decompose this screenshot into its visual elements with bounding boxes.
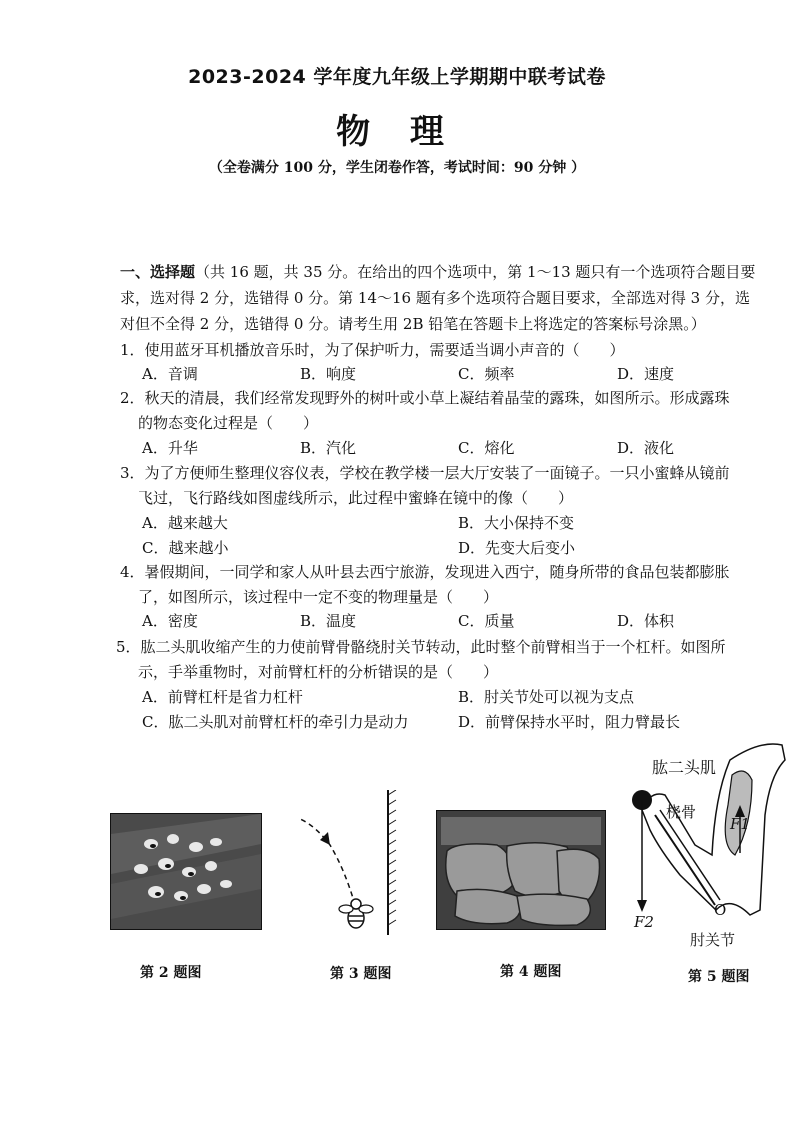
subject-title: 物 理: [336, 112, 458, 152]
figure-2-caption: 第 2 题图: [140, 965, 202, 981]
q1-option-d: D．速度: [617, 365, 675, 383]
figure-4-caption: 第 4 题图: [500, 964, 562, 980]
q3-option-b: B．大小保持不变: [458, 514, 575, 532]
q1-stem: 1．使用蓝牙耳机播放音乐时，为了保护听力，需要适当调小声音的（ ）: [120, 341, 625, 359]
exam-title: 2023-2024 学年度九年级上学期期中联考试卷: [188, 66, 606, 88]
figure-5-caption: 第 5 题图: [688, 969, 750, 985]
q2-option-a: A．升华: [142, 439, 198, 457]
q4-option-d: D．体积: [617, 612, 675, 630]
q2-option-b: B．汽化: [300, 439, 357, 457]
figure-3-bee-mirror: [290, 790, 410, 935]
q3-option-c: C．越来越小: [142, 539, 229, 557]
q4-option-a: A．密度: [142, 612, 198, 630]
arm-label-bone: 桡骨: [666, 803, 697, 821]
section-intro-text1: （共 16 题，共 35 分。在给出的四个选项中，第 1～13 题只有一个选项符合题目要: [195, 263, 756, 281]
q4-stem-line2: 了，如图所示，该过程中一定不变的物理量是（ ）: [138, 588, 499, 606]
q3-stem-line2: 飞过，飞行路线如图虚线所示，此过程中蜜蜂在镜中的像（ ）: [138, 489, 574, 507]
q2-stem-line1: 2．秋天的清晨，我们经常发现野外的树叶或小草上凝结着晶莹的露珠，如图所示。形成露珠: [120, 389, 730, 407]
q5-option-b: B．肘关节处可以视为支点: [458, 688, 635, 706]
figure-4-package-photo: [436, 810, 606, 930]
package-image: [437, 811, 605, 929]
q2-option-d: D．液化: [617, 439, 675, 457]
arm-label-f2: F2: [634, 913, 654, 931]
q3-option-d: D．先变大后变小: [458, 539, 576, 557]
section-intro-line3: 对但不全得 2 分，选错得 0 分。请考生用 2B 铅笔在答题卡上将选定的答案标号涂黑。）: [120, 315, 706, 333]
figure-5-arm-lever: [620, 735, 790, 950]
q2-stem-line2: 的物态变化过程是（ ）: [138, 414, 319, 432]
q5-option-c: C．肱二头肌对前臂杠杆的牵引力是动力: [142, 713, 409, 731]
q3-stem-line1: 3．为了方便师生整理仪容仪表，学校在教学楼一层大厅安装了一面镜子。一只小蜜蜂从镜前: [120, 464, 730, 482]
q5-stem-line2: 示，手举重物时，对前臂杠杆的分析错误的是（ ）: [138, 663, 499, 681]
q4-option-c: C．质量: [458, 612, 515, 630]
dew-drops-image: [111, 814, 261, 929]
q4-stem-line1: 4．暑假期间，一同学和家人从叶县去西宁旅游，发现进入西宁，随身所带的食品包装都膨胀: [120, 563, 730, 581]
q1-option-c: C．频率: [458, 365, 515, 383]
section-intro-line1: [120, 261, 755, 282]
q2-option-c: C．熔化: [458, 439, 515, 457]
q1-option-a: A．音调: [142, 365, 198, 383]
exam-note: （全卷满分 100 分，学生闭卷作答，考试时间：90 分钟 ）: [208, 160, 586, 176]
arm-label-f1: F1: [730, 815, 750, 833]
figure-2-dew-photo: [110, 813, 262, 930]
bee-icon: [339, 899, 373, 928]
section-heading: 一、选择题: [120, 263, 196, 281]
arm-label-joint: 肘关节: [690, 931, 736, 949]
arm-label-pivot: O: [714, 901, 727, 919]
q5-stem-line1: 5．肱二头肌收缩产生的力使前臂骨骼绕肘关节转动，此时整个前臂相当于一个杠杆。如图所: [116, 638, 726, 656]
q5-option-d: D．前臂保持水平时，阻力臂最长: [458, 713, 681, 731]
q1-option-b: B．响度: [300, 365, 357, 383]
q4-option-b: B．温度: [300, 612, 357, 630]
q5-option-a: A．前臂杠杆是省力杠杆: [142, 688, 303, 706]
arm-label-muscle: 肱二头肌: [652, 758, 717, 777]
bee-mirror-diagram: [290, 790, 410, 935]
q3-option-a: A．越来越大: [142, 514, 228, 532]
figure-3-caption: 第 3 题图: [330, 966, 392, 982]
section-intro-line2: 求，选对得 2 分，选错得 0 分。第 14～16 题有多个选项符合题目要求，全部选对得 3 分，选: [120, 289, 750, 307]
